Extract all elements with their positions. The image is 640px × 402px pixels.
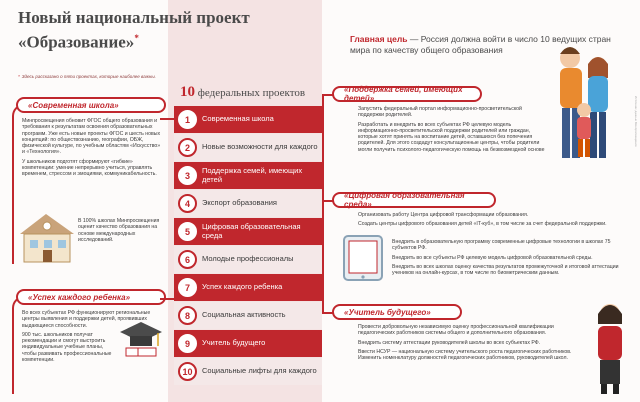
digital-p3: Внедрить в образовательную программу современные цифровые технологии в школах 75 субъектов РФ. <box>392 239 611 252</box>
family-body <box>358 106 548 156</box>
main-goal-lead: Главная цель <box>350 34 408 44</box>
success-body <box>22 310 151 366</box>
digital-p5: Внедрить во всех школах оценку качества результатов промежуточной и итоговой аттестации учеников на онлайн-курсах, в том числе по биометрическим данным. <box>392 263 619 277</box>
project-item-4 <box>174 190 322 217</box>
project-label: Новые возможности для каждого <box>202 142 318 152</box>
connector-success <box>160 298 176 300</box>
project-item-9 <box>174 330 322 357</box>
project-number: 10 <box>178 362 197 381</box>
project-label: Цифровая образовательная среда <box>202 222 301 240</box>
teacher-body <box>358 324 584 364</box>
teacher-title: «Учитель будущего» <box>332 304 462 320</box>
main-goal-text: — Россия должна войти в число 10 ведущих стран мира по качеству общего образования <box>350 34 611 55</box>
family-p2: Разработать и внедрить во всех субъектах РФ целевую модель информационно-просветительской поддержки родителей или граждан, которые хотят принять на воспитание детей, оставшихся без попечения родителей. Для этого создадут консультационные центры, чтобы родители могли получить психолого-педагогическую помощь на безвозмездной основе <box>358 121 545 153</box>
title-line-1: Новый национальный проект <box>18 8 250 27</box>
project-number: 9 <box>178 334 197 353</box>
project-item-10 <box>174 358 322 385</box>
footnote: * Здесь рассказано о пяти проектах, которые наиболее важны. <box>18 74 156 79</box>
projects-title <box>180 84 330 101</box>
project-number: 4 <box>178 194 197 213</box>
success-title: «Успех каждого ребенка» <box>16 289 166 305</box>
connector-right-vertical <box>322 94 324 314</box>
teacher-p1: Провести добровольную независимую оценку профессиональной квалификации педагогических работников системы общего и дополнительного образования. <box>358 324 554 337</box>
project-item-6 <box>174 246 322 273</box>
school-p2: У школьников подготят сформируют «гибкие» компетенции: умение непрерывно учиться, управлять временем, стрессом и эмоциями, коммуникабельность. <box>22 158 157 178</box>
project-label: Молодые профессионалы <box>202 254 294 264</box>
project-label: Экспорт образования <box>202 198 277 208</box>
family-title: «Поддержка семей, имеющих детей» <box>332 86 482 102</box>
connector-school <box>160 118 176 120</box>
school-house-illustration <box>16 210 78 264</box>
project-label: Учитель будущего <box>202 338 266 348</box>
school-title: «Современная школа» <box>16 97 166 113</box>
side-note: Источник: данные Минпросвещения <box>634 96 638 147</box>
teacher-illustration <box>584 298 636 396</box>
project-number: 7 <box>178 278 197 297</box>
family-p1: Запустить федеральный портал информационно-просветительской поддержки родителей. <box>358 106 522 119</box>
success-p1: Во всех субъектах РФ функционируют региональные центры выявления и поддержки детей, проявивших выдающиеся способности. <box>22 310 151 329</box>
projects-title-num: 10 <box>180 84 195 100</box>
project-label: Поддержка семей, имеющих детей <box>202 166 303 184</box>
digital-p2: Создать центры цифрового образования детей «IT-куб», в том числе за счет федеральной поддержки. <box>358 221 607 228</box>
project-number: 3 <box>178 166 197 185</box>
project-number: 5 <box>178 222 197 241</box>
title-mark: * <box>134 33 139 43</box>
footnote-text: Здесь рассказано о пяти проектах, которые наиболее важны. <box>21 74 156 79</box>
project-item-7 <box>174 274 322 301</box>
project-number: 6 <box>178 250 197 269</box>
project-item-3 <box>174 162 322 189</box>
page-title <box>18 8 250 53</box>
graduation-cap-illustration <box>118 318 164 360</box>
title-line-2: «Образование» <box>18 32 135 52</box>
project-label: Социальные лифты для каждого <box>202 366 317 376</box>
digital-body-2 <box>392 239 628 279</box>
project-label: Успех каждого ребенка <box>202 282 283 292</box>
project-number: 8 <box>178 306 197 325</box>
project-label: Социальная активность <box>202 310 286 320</box>
school-p1: Минпросвещения обновит ФГОС общего образования и требования к результатам освоения образовательных программ. Уже есть новые проекты ФГОС и шесть новых концепций: по обществознанию, географии, ОБЖ, физической культуре, по учебным областям «Искусство» и «Технология». <box>22 118 161 156</box>
project-item-8 <box>174 302 322 329</box>
tablet-illustration <box>340 232 386 284</box>
project-item-2 <box>174 134 322 161</box>
teacher-p2: Внедрить систему аттестации руководителей школы во всех субъектах РФ. <box>358 339 541 346</box>
project-label: Современная школа <box>202 114 274 124</box>
project-number: 1 <box>178 110 197 129</box>
school-body <box>22 118 162 181</box>
success-p2: 900 тыс. школьников получат рекомендации и смогут выстроить индивидуальные учебные планы, чтобы развивать профессиональные компетенции. <box>22 331 112 364</box>
digital-p4: Внедрить во все субъекты РФ целевую модель цифровой образовательной среды. <box>392 254 593 261</box>
teacher-p3: Ввести НСУР — национальную систему учительского роста педагогических работников. Изменить номенклатуру должностей педагогических работников, руководителей школ. <box>358 348 572 362</box>
project-item-1 <box>174 106 322 133</box>
project-number: 2 <box>178 138 197 157</box>
project-item-5 <box>174 218 322 245</box>
projects-title-text: федеральных проектов <box>197 87 306 99</box>
family-illustration <box>540 38 626 168</box>
digital-title: «Цифровая образовательная среда» <box>332 192 496 208</box>
digital-p1: Организовать работу Центра цифровой трансформации образования. <box>358 212 529 218</box>
digital-body <box>358 212 628 231</box>
school-p3: В 100% школах Минпросвещения оценит качество образования на основе международных исследований. <box>78 218 160 243</box>
